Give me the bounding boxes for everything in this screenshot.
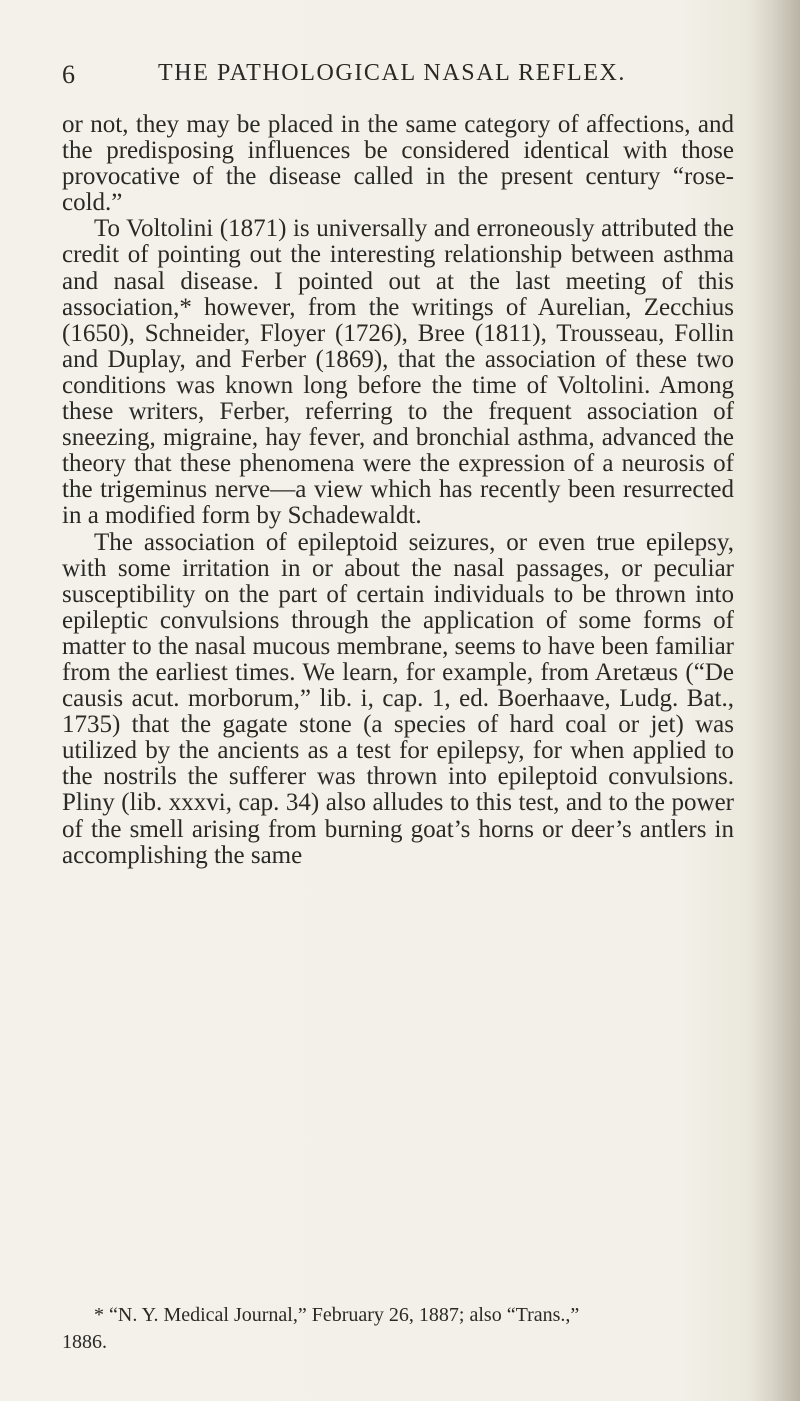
footnote-line-2: 1886.: [62, 1331, 107, 1353]
footnote-line-1: * “N. Y. Medical Journal,” February 26, 1887; also “Trans.,”: [94, 1304, 580, 1326]
footnote: [62, 1302, 734, 1356]
page-header: [62, 60, 722, 96]
page-number: 6: [62, 60, 76, 89]
running-head: THE PATHOLOGICAL NASAL REFLEX.: [158, 60, 626, 86]
body-text: [62, 112, 734, 869]
paragraph-1: or not, they may be placed in the same category of affections, and the predisposing influences be considered identical with those provocative of the disease called in the present century “rose-cold.”: [62, 111, 734, 217]
paragraph-3: The association of epileptoid seizures, or even true epilepsy, with some irritation in or about the nasal passages, or peculiar susceptibility on the part of certain individuals to be thrown into epileptic convulsions through the application of some forms of matter to the nasal mucous membrane, seems to have been familiar from the earliest times. We learn, for example, from Aretæus (“De causis acut. morborum,” lib. i, cap. 1, ed. Boerhaave, Ludg. Bat., 1735) that the gagate stone (a species of hard coal or jet) was utilized by the ancients as a test for epilepsy, for when applied to the nostrils the sufferer was thrown into epileptoid convulsions. Pliny (lib. xxxvi, cap. 34) also alludes to this test, and to the power of the smell arising from burning goat’s horns or deer’s antlers in accomplishing the same: [62, 528, 734, 869]
binding-shadow: [752, 0, 800, 1401]
paragraph-2: To Voltolini (1871) is universally and erroneously attributed the credit of pointing out the interesting relationship between asthma and nasal disease. I pointed out at the last meeting of this association,* however, from the writings of Aurelian, Zecchius (1650), Schneider, Floyer (1726), Bree (1811), Trousseau, Follin and Duplay, and Ferber (1869), that the association of these two conditions was known long before the time of Voltolini. Among these writers, Ferber, referring to the frequent association of sneezing, migraine, hay fever, and bronchial asthma, advanced the theory that these phenomena were the expression of a neurosis of the trigeminus nerve—a view which has recently been resurrected in a modified form by Schadewaldt.: [62, 215, 734, 530]
